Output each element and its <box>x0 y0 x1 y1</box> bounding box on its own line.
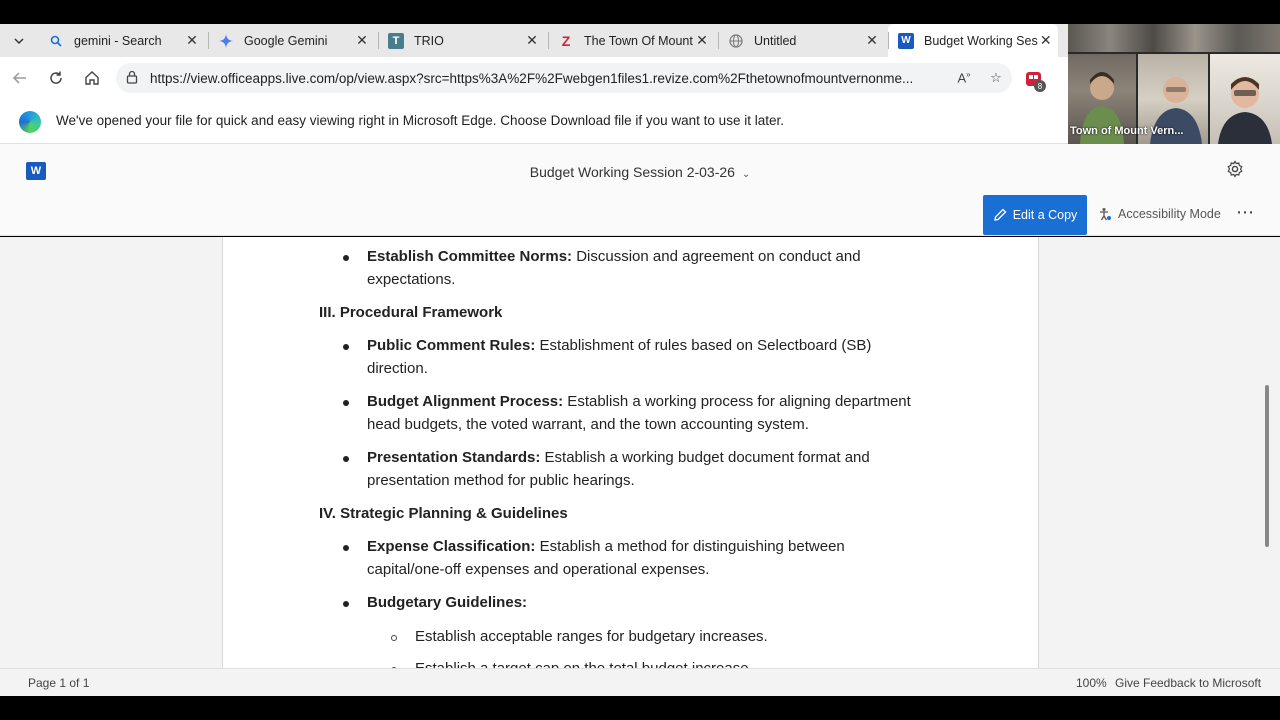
accessibility-mode-label: Accessibility Mode <box>1118 207 1221 221</box>
close-icon[interactable]: ✕ <box>186 32 198 48</box>
list-item-term: Public Comment Rules: <box>367 337 536 354</box>
home-icon <box>84 70 100 86</box>
status-bar <box>0 668 1280 696</box>
more-horizontal-icon: ⋯ <box>1236 202 1254 222</box>
list-item-continuation: capital/one-off expenses and operational expenses. <box>367 561 710 578</box>
list-item-budgetary-guidelines <box>367 594 527 611</box>
document-page <box>222 237 1039 668</box>
tab-trio[interactable] <box>378 24 548 57</box>
gemini-icon <box>218 33 234 49</box>
tab-title: gemini - Search <box>74 33 162 48</box>
gear-icon <box>1226 160 1244 178</box>
edit-a-copy-label: Edit a Copy <box>1012 208 1078 222</box>
tab-untitled[interactable] <box>718 24 888 57</box>
bullet-icon <box>343 344 349 350</box>
arrow-left-icon <box>12 70 28 86</box>
favorite-star-icon[interactable]: ☆ <box>990 70 1002 85</box>
info-message: We've opened your file for quick and easy viewing right in Microsoft Edge. Choose Download file if you want to use it later. <box>56 113 784 128</box>
scrollbar-thumb[interactable] <box>1265 385 1269 547</box>
close-icon[interactable]: ✕ <box>526 32 538 48</box>
list-item-continuation: expectations. <box>367 271 456 288</box>
list-item-presentation-standards <box>367 449 870 466</box>
chevron-down-icon <box>13 35 25 47</box>
list-item-committee-norms <box>367 248 861 265</box>
video-tile-participant-3 <box>1210 54 1280 144</box>
edge-logo-icon <box>19 111 41 133</box>
list-item-term: Presentation Standards: <box>367 449 541 466</box>
edit-a-copy-button[interactable] <box>983 195 1087 235</box>
list-item-term: Expense Classification: <box>367 538 536 555</box>
lock-icon <box>126 70 146 87</box>
tab-budget-working-session[interactable] <box>888 24 1058 57</box>
section-heading-procedural: III. Procedural Framework <box>319 304 503 321</box>
close-icon[interactable]: ✕ <box>696 32 708 48</box>
read-aloud-icon[interactable]: A» <box>957 70 971 86</box>
list-item-continuation: direction. <box>367 360 428 377</box>
vertical-scrollbar[interactable] <box>1262 237 1272 668</box>
list-item-text: Establish a working process for aligning department <box>563 393 911 410</box>
document-canvas[interactable] <box>0 237 1280 668</box>
extension-badge: 8 <box>1034 80 1046 92</box>
section-heading-strategic: IV. Strategic Planning & Guidelines <box>319 505 568 522</box>
home-button[interactable] <box>74 62 110 94</box>
letterbox-top <box>0 0 1280 24</box>
zoho-icon: Z <box>561 32 571 49</box>
list-item-budget-alignment <box>367 393 911 410</box>
bullet-icon <box>343 601 349 607</box>
close-icon[interactable]: ✕ <box>356 32 368 48</box>
accessibility-mode-button[interactable] <box>1098 207 1221 221</box>
sub-bullet-icon <box>391 635 397 641</box>
person-figure-icon <box>1210 54 1280 144</box>
chevron-down-icon: ⌄ <box>741 169 751 180</box>
bullet-icon <box>343 545 349 551</box>
list-item-continuation: presentation method for public hearings. <box>367 472 635 489</box>
globe-icon <box>728 33 744 49</box>
list-item-term: Establish Committee Norms: <box>367 248 573 265</box>
refresh-button[interactable] <box>38 62 74 94</box>
url-field[interactable] <box>116 63 1012 93</box>
word-app-icon[interactable]: W <box>26 162 46 180</box>
search-icon <box>48 33 64 49</box>
feedback-link[interactable]: Give Feedback to Microsoft <box>1115 676 1262 690</box>
list-item-text: Establishment of rules based on Selectboard (SB) <box>535 337 872 354</box>
word-icon: W <box>898 33 914 49</box>
participant-name: Town of Mount Vern... <box>1070 125 1184 137</box>
letterbox-bottom <box>0 696 1280 720</box>
list-item-term: Budget Alignment Process: <box>367 393 564 410</box>
word-viewer-header <box>0 144 1280 236</box>
address-bar-row <box>0 57 1068 99</box>
edge-info-bar <box>0 99 1068 144</box>
more-options-button[interactable] <box>1236 202 1254 223</box>
page-count: Page 1 of 1 <box>28 676 90 690</box>
accessibility-icon <box>1098 207 1112 221</box>
video-strip <box>1068 24 1280 52</box>
extension-button[interactable] <box>1024 69 1046 91</box>
tab-title: Untitled <box>754 33 797 48</box>
bullet-icon <box>343 400 349 406</box>
bullet-icon <box>343 456 349 462</box>
tab-google-gemini[interactable] <box>208 24 378 57</box>
bullet-icon <box>343 255 349 261</box>
refresh-icon <box>48 70 64 86</box>
tab-gemini-search[interactable] <box>38 24 208 57</box>
tab-title: Budget Working Ses <box>924 33 1038 48</box>
zoom-level[interactable]: 100% <box>1076 676 1107 690</box>
tab-list-button[interactable] <box>0 24 38 57</box>
list-item-expense-classification <box>367 538 845 555</box>
pencil-icon <box>993 208 1007 222</box>
sub-list-item: Establish acceptable ranges for budgetary increases. <box>415 628 768 645</box>
document-title[interactable] <box>0 164 1280 180</box>
close-icon[interactable]: ✕ <box>1039 32 1052 48</box>
close-icon[interactable]: ✕ <box>866 32 878 48</box>
trio-icon: T <box>388 33 404 49</box>
url-text: https://view.officeapps.live.com/op/view.aspx?src=https%3A%2F%2Fwebgen1files1.revize.com%2Fthetownofmountvernonme... <box>150 70 914 86</box>
tab-title: The Town Of Mount <box>584 33 693 48</box>
back-button[interactable] <box>2 62 38 94</box>
list-item-text: Discussion and agreement on conduct and <box>572 248 861 265</box>
list-item-public-comment <box>367 337 871 354</box>
tab-title: Google Gemini <box>244 33 328 48</box>
list-item-text: Establish a working budget document format and <box>540 449 870 466</box>
list-item-term: Budgetary Guidelines: <box>367 594 528 611</box>
tab-town-of-mount[interactable] <box>548 24 718 57</box>
list-item-continuation: head budgets, the voted warrant, and the town accounting system. <box>367 416 809 433</box>
video-call-overlay <box>1068 24 1280 144</box>
settings-button[interactable] <box>1226 160 1244 183</box>
document-title-text: Budget Working Session 2-03-26 <box>529 164 735 180</box>
tab-title: TRIO <box>414 33 444 48</box>
list-item-text: Establish a method for distinguishing between <box>535 538 845 555</box>
